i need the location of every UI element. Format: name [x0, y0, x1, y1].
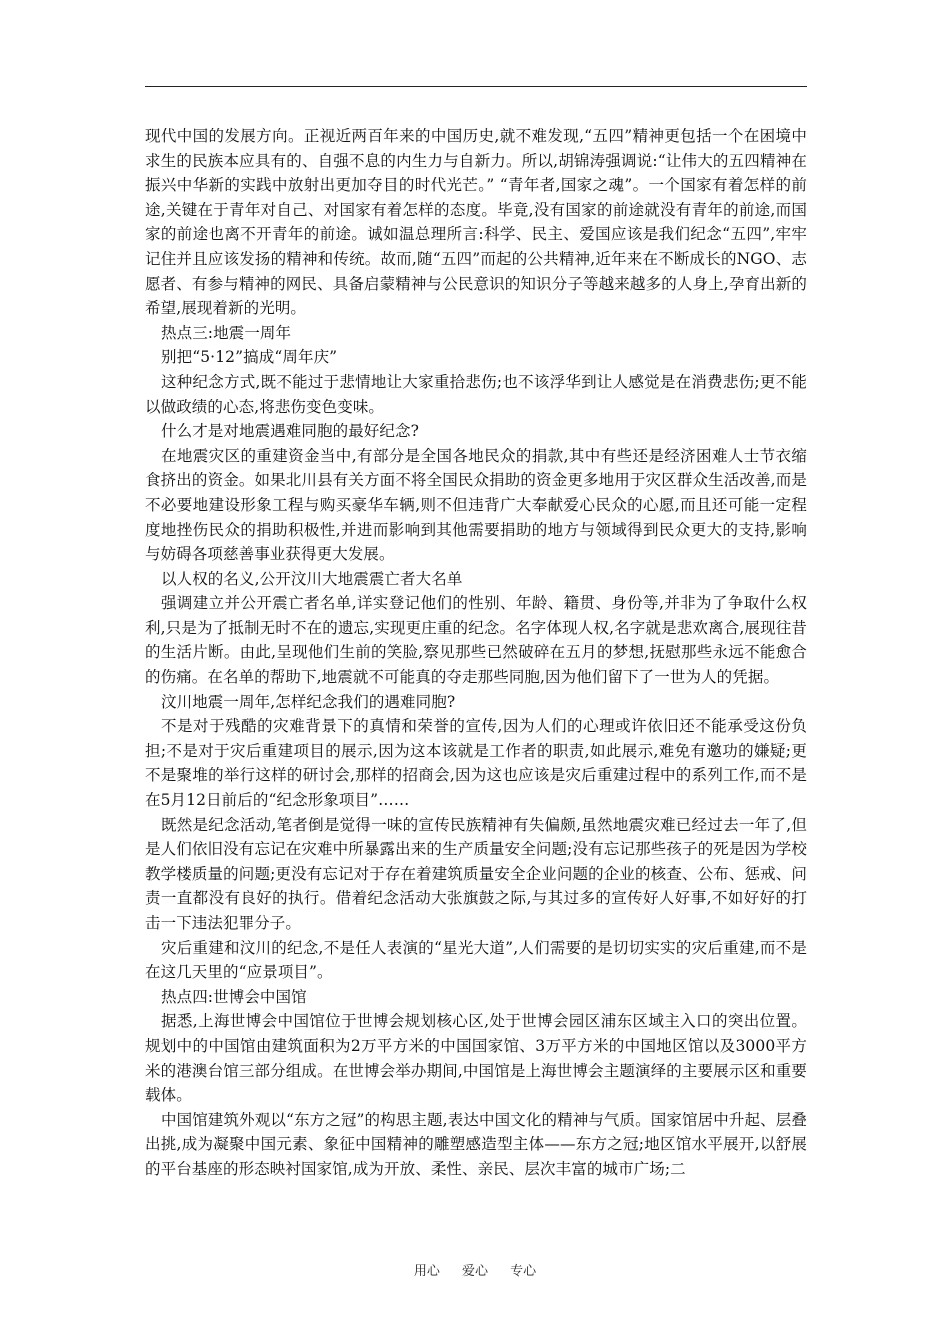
page-footer	[0, 1260, 950, 1279]
footer-motto: 专心	[510, 1264, 537, 1279]
section-heading: 热点四:世博会中国馆	[161, 987, 307, 1006]
document-body	[145, 124, 807, 1182]
subheading: 什么才是对地震遇难同胞的最好纪念?	[161, 422, 420, 441]
paragraph: 强调建立并公开震亡者名单,详实登记他们的性别、年龄、籍贯、身份等,并非为了争取什么权利,只是为了抵制无时不在的遗忘,实现更庄重的纪念。名字体现人权,名字就是悲欢离合,展现往昔的生活片断。由此,呈现他们生前的笑脸,察见那些已然破碎在五月的梦想,抚慰那些永远不能愈合的伤痛。在名单的帮助下,地震就不可能真的夺走那些同胞,因为他们留下了一世为人的凭据。	[145, 594, 807, 687]
paragraph: 中国馆建筑外观以“东方之冠”的构思主题,表达中国文化的精神与气质。国家馆居中升起、层叠出挑,成为凝聚中国元素、象征中国精神的雕塑感造型主体——东方之冠;地区馆水平展开,以舒展的平台基座的形态映衬国家馆,成为开放、柔性、亲民、层次丰富的城市广场;二	[145, 1110, 807, 1178]
paragraph: 现代中国的发展方向。正视近两百年来的中国历史,就不难发现,“五四”精神更包括一个在困境中求生的民族本应具有的、自强不息的内生力与自新力。所以,胡锦涛强调说:“让伟大的五四精神在振兴中华新的实践中放射出更加夺目的时代光芒。” “青年者,国家之魂”。一个国家有着怎样的前途,关键在于青年对自己、对国家有着怎样的态度。毕竟,没有国家的前途就没有青年的前途,而国家的前途也离不开青年的前途。诚如温总理所言:科学、民主、爱国应该是我们纪念“五四”,牢牢记住并且应该发扬的精神和传统。故而,随“五四”而起的公共精神,近年来在不断成长的NGO、志愿者、有参与精神的网民、具备启蒙精神与公民意识的知识分子等越来越多的人身上,孕育出新的希望,展现着新的光明。	[145, 127, 807, 318]
subheading: 汶川地震一周年,怎样纪念我们的遇难同胞?	[161, 692, 456, 711]
subheading: 以人权的名义,公开汶川大地震震亡者大名单	[161, 569, 463, 588]
paragraph: 在地震灾区的重建资金当中,有部分是全国各地民众的捐款,其中有些还是经济困难人士节衣缩食挤出的资金。如果北川县有关方面不将全国民众捐助的资金更多地用于灾区群众生活改善,而是不必要地建设形象工程与购买豪华车辆,则不但违背广大奉献爱心民众的心愿,而且还可能一定程度地挫伤民众的捐助积极性,并进而影响到其他需要捐助的地方与领域得到民众更大的支持,影响与妨碍各项慈善事业获得更大发展。	[145, 446, 807, 564]
paragraph: 灾后重建和汶川的纪念,不是任人表演的“星光大道”,人们需要的是切切实实的灾后重建,而不是在这几天里的“应景项目”。	[145, 938, 807, 982]
subheading: 别把“5·12”搞成“周年庆”	[161, 348, 338, 367]
footer-motto: 用心	[413, 1264, 440, 1279]
paragraph: 既然是纪念活动,笔者倒是觉得一味的宣传民族精神有失偏颇,虽然地震灾难已经过去一年了,但是人们依旧没有忘记在灾难中所暴露出来的生产质量安全问题;没有忘记那些孩子的死是因为学校教学楼质量的问题;更没有忘记对于存在着建筑质量安全企业问题的企业的核查、公布、惩戒、问责一直都没有良好的执行。借着纪念活动大张旗鼓之际,与其过多的宣传好人好事,不如好好的打击一下违法犯罪分子。	[145, 815, 807, 932]
section-heading: 热点三:地震一周年	[161, 323, 292, 342]
footer-motto: 爱心	[461, 1264, 488, 1279]
paragraph: 这种纪念方式,既不能过于悲情地让大家重拾悲伤;也不该浮华到让人感觉是在消费悲伤;更不能以做政绩的心态,将悲伤变色变味。	[145, 372, 807, 416]
paragraph: 不是对于残酷的灾难背景下的真情和荣誉的宣传,因为人们的心理或许依旧还不能承受这份负担;不是对于灾后重建项目的展示,因为这本该就是工作者的职责,如此展示,难免有邀功的嫌疑;更不是聚堆的举行这样的研讨会,那样的招商会,因为这也应该是灾后重建过程中的系列工作,而不是在5月12日前后的“纪念形象项目”……	[145, 717, 807, 810]
paragraph: 据悉,上海世博会中国馆位于世博会规划核心区,处于世博会园区浦东区域主入口的突出位置。规划中的中国馆由建筑面积为2万平方米的中国国家馆、3万平方米的中国地区馆以及3000平方米的港澳台馆三部分组成。在世博会举办期间,中国馆是上海世博会主题演绎的主要展示区和重要载体。	[145, 1012, 807, 1105]
header-rule	[145, 86, 807, 87]
